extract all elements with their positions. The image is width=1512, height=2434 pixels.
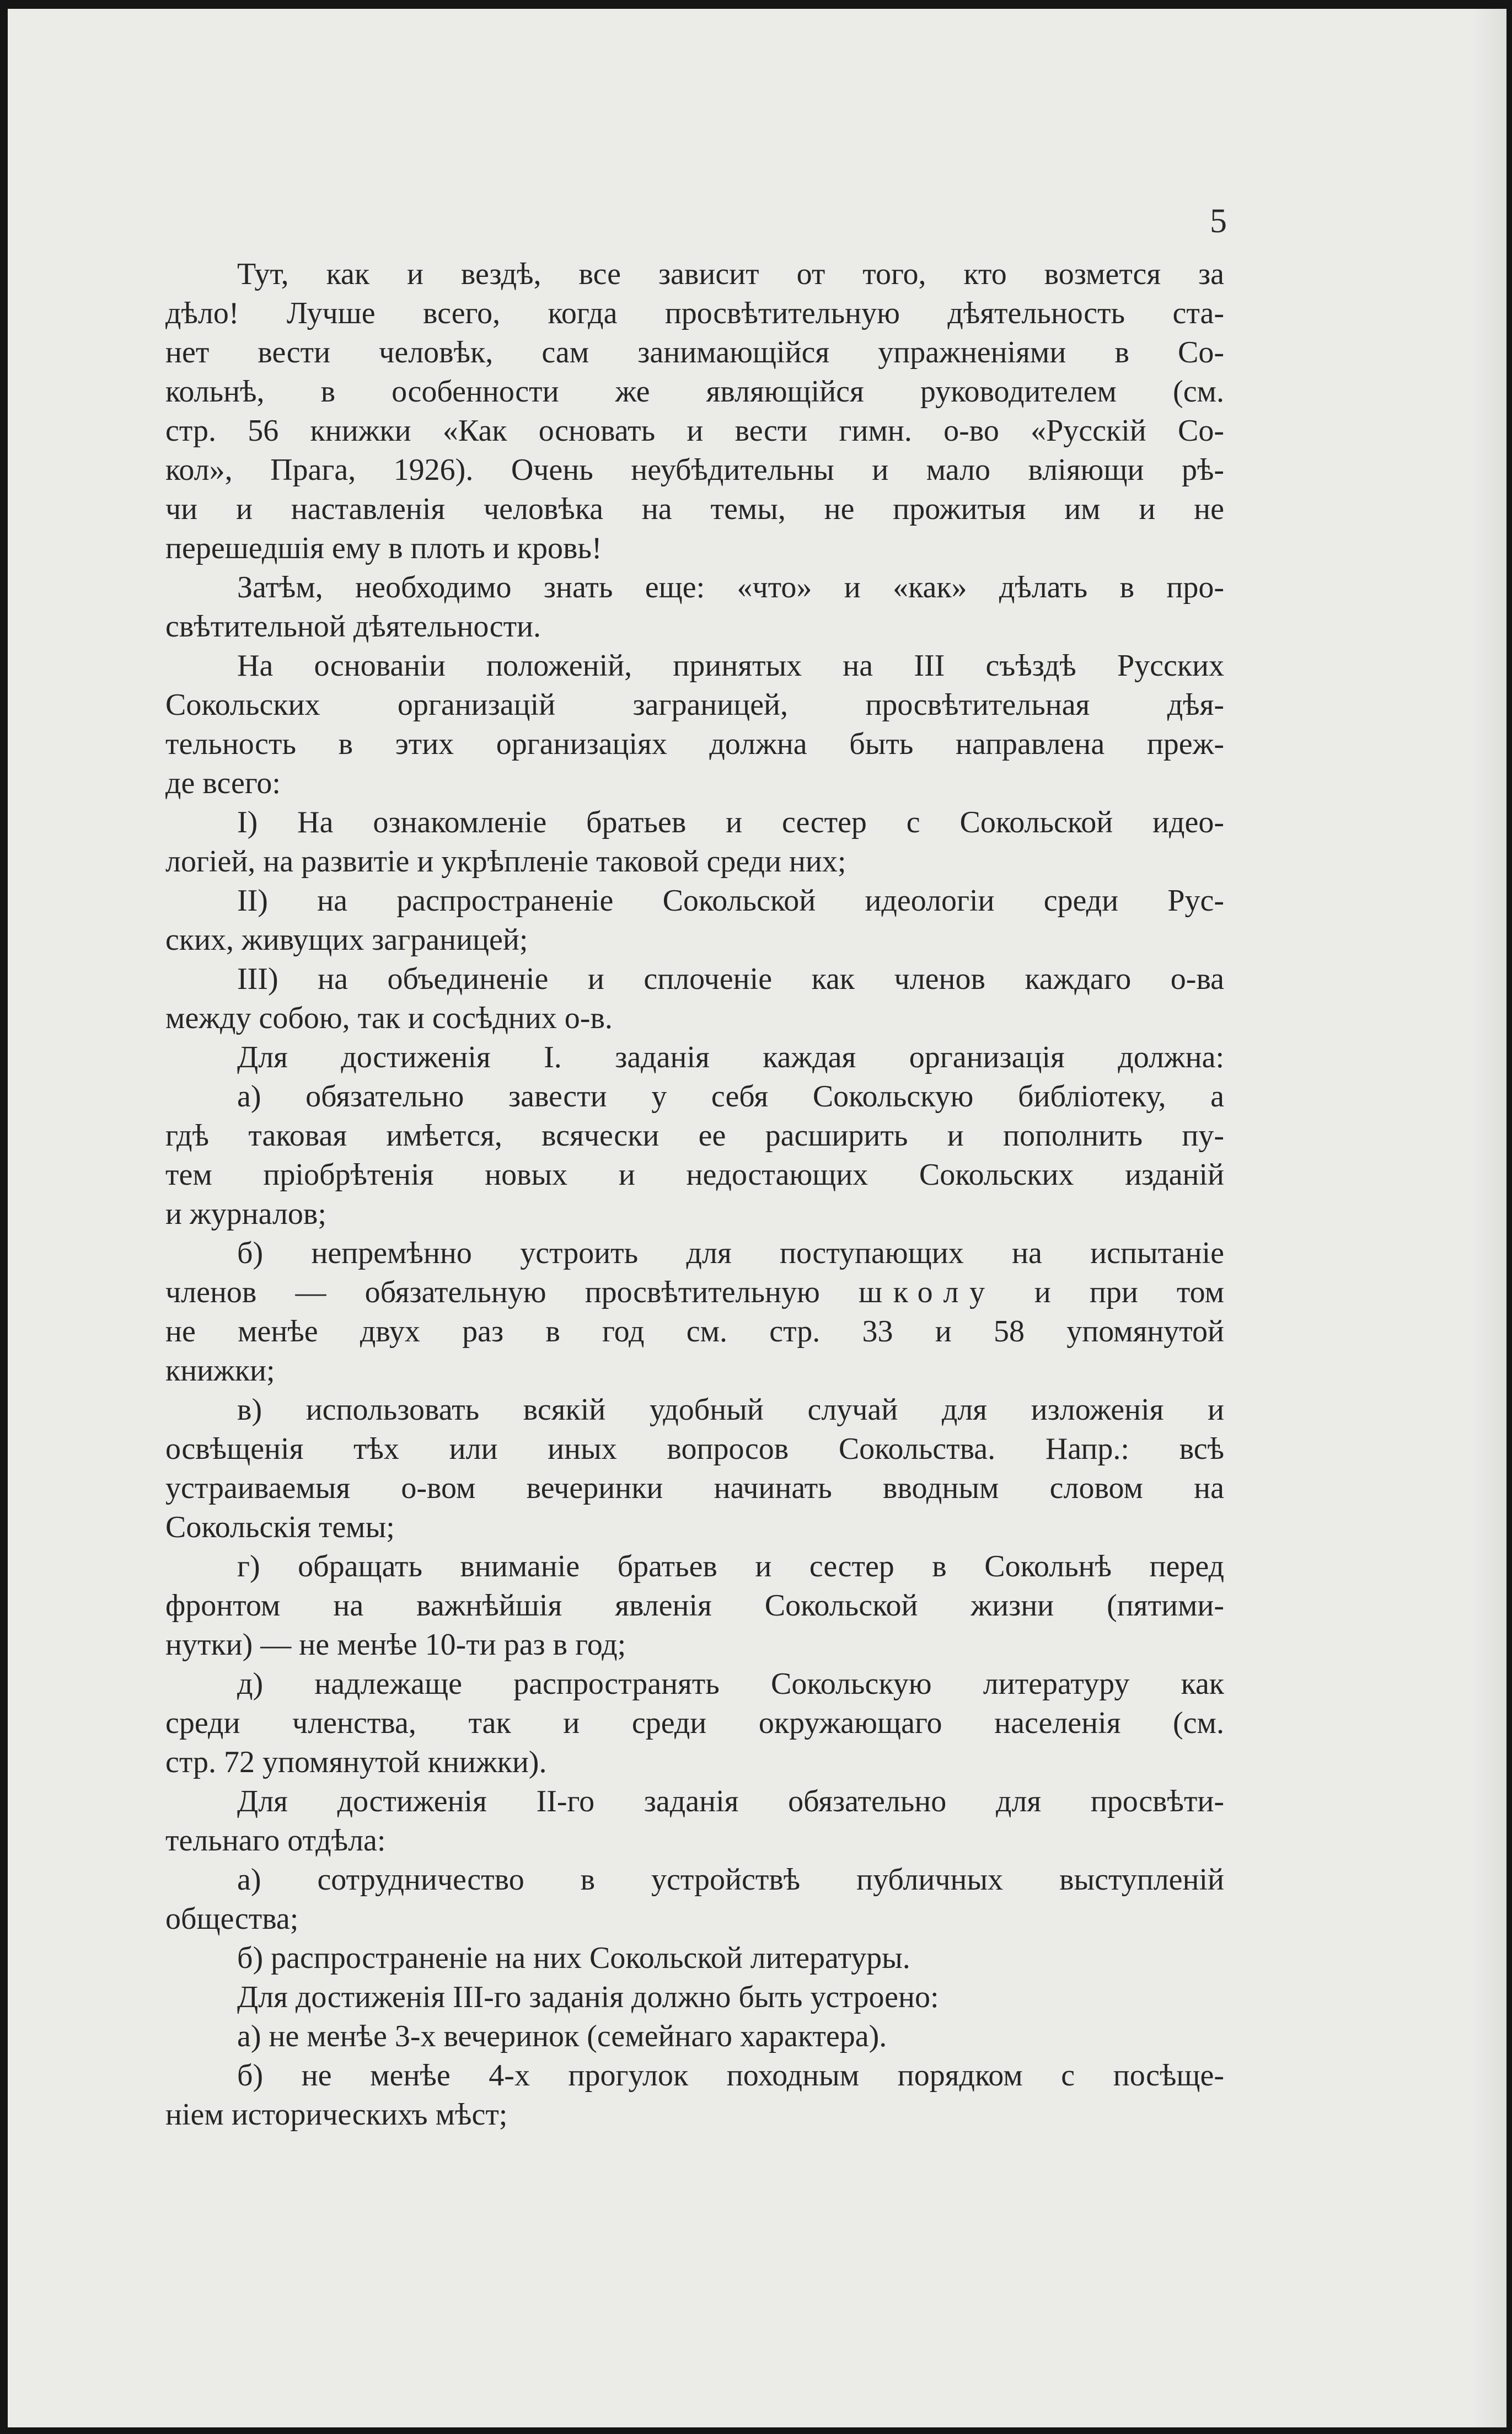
text-line: Для достиженія I. заданія каждая организація должна: xyxy=(237,1040,1224,1074)
document-page xyxy=(8,9,1506,2427)
page-number: 5 xyxy=(1210,202,1227,240)
text-line: дѣло! Лучше всего, когда просвѣтительную дѣятельность ста- xyxy=(165,296,1224,330)
body-text xyxy=(165,255,1224,2135)
text-line: чи и наставленія человѣка на темы, не прожитыя им и не xyxy=(165,492,1224,526)
text-line: б) непремѣнно устроить для поступающих на испытаніе xyxy=(237,1236,1224,1270)
text-line: между собою, так и сосѣдних о-в. xyxy=(165,1001,613,1035)
text-line: де всего: xyxy=(165,766,281,800)
text-line: кольнѣ, в особенности же являющійся руководителем (см. xyxy=(165,375,1224,409)
text-line: тем пріобрѣтенія новых и недостающих Сокольских изданій xyxy=(165,1158,1224,1192)
text-line: а) не менѣе 3-х вечеринок (семейнаго характера). xyxy=(237,2019,887,2053)
text-line: б) распространеніе на них Сокольской литературы. xyxy=(237,1941,910,1975)
text-line: тельнаго отдѣла: xyxy=(165,1823,386,1858)
text-line: Затѣм, необходимо знать еще: «что» и «как» дѣлать в про- xyxy=(237,570,1224,605)
page-edge-shadow xyxy=(1473,9,1506,2427)
text-line: и журналов; xyxy=(165,1197,326,1231)
text-line: устраиваемыя о-вом вечеринки начинать вводным словом на xyxy=(165,1471,1224,1505)
text-line: свѣтительной дѣятельности. xyxy=(165,609,541,644)
text-line: а) обязательно завести у себя Сокольскую библіотеку, а xyxy=(237,1079,1224,1114)
text-line: книжки; xyxy=(165,1354,275,1388)
text-line: Тут, как и вездѣ, все зависит от того, кто возмется за xyxy=(237,257,1224,291)
text-line: кол», Прага, 1926). Очень неубѣдительны и мало вліяющи рѣ- xyxy=(165,453,1224,487)
text-line: г) обращать вниманіе братьев и сестер в Сокольнѣ перед xyxy=(237,1549,1224,1584)
text-line: На основаніи положеній, принятых на III съѣздѣ Русских xyxy=(237,649,1224,683)
text-line: Сокольских организацій заграницей, просвѣтительная дѣя- xyxy=(165,688,1224,722)
text-line: в) использовать всякій удобный случай для изложенія и xyxy=(237,1393,1224,1427)
emphasized-word: школу xyxy=(858,1275,996,1309)
text-segment: и при том xyxy=(1034,1275,1224,1309)
text-line: не менѣе двух раз в год см. стр. 33 и 58 упомянутой xyxy=(165,1314,1224,1349)
text-line: освѣщенія тѣх или иных вопросов Сокольства. Напр.: всѣ xyxy=(165,1432,1224,1466)
text-line: Для достиженія III-го заданія должно быть устроено: xyxy=(237,1980,939,2014)
text-line: III) на объединеніе и сплоченіе как членов каждаго о-ва xyxy=(237,962,1224,996)
text-line: стр. 72 упомянутой книжки). xyxy=(165,1745,547,1779)
text-line: перешедшія ему в плоть и кровь! xyxy=(165,531,602,565)
text-line: нет вести человѣк, сам занимающійся упражненіями в Со- xyxy=(165,335,1224,370)
text-line xyxy=(165,1273,1224,1312)
text-line: а) сотрудничество в устройствѣ публичных выступленій xyxy=(237,1863,1224,1897)
text-line: гдѣ таковая имѣется, всячески ее расширить и пополнить пу- xyxy=(165,1119,1224,1153)
text-line: нутки) — не менѣе 10-ти раз в год; xyxy=(165,1628,626,1662)
text-line: среди членства, так и среди окружающаго населенія (см. xyxy=(165,1706,1224,1740)
text-line: II) на распространеніе Сокольской идеологіи среди Рус- xyxy=(237,884,1224,918)
text-line: ских, живущих заграницей; xyxy=(165,923,528,957)
text-line: б) не менѣе 4-х прогулок походным порядком с посѣще- xyxy=(237,2058,1224,2093)
text-line: стр. 56 книжки «Как основать и вести гимн. о-во «Русскій Со- xyxy=(165,414,1224,448)
text-line: фронтом на важнѣйшія явленія Сокольской жизни (пятими- xyxy=(165,1588,1224,1623)
text-line: Для достиженія II-го заданія обязательно для просвѣти- xyxy=(237,1784,1224,1818)
text-line: тельность в этих организаціях должна быть направлена преж- xyxy=(165,727,1224,761)
text-line: I) На ознакомленіе братьев и сестер с Сокольской идео- xyxy=(237,805,1224,839)
text-line: логіей, на развитіе и укрѣпленіе таковой среди них; xyxy=(165,844,846,879)
text-segment: членов — обязательную просвѣтительную xyxy=(165,1275,820,1309)
text-line: д) надлежаще распространять Сокольскую литературу как xyxy=(237,1667,1224,1701)
text-line: общества; xyxy=(165,1902,299,1936)
text-line: Сокольскія темы; xyxy=(165,1510,395,1544)
text-line: ніем историческихъ мѣст; xyxy=(165,2098,508,2132)
